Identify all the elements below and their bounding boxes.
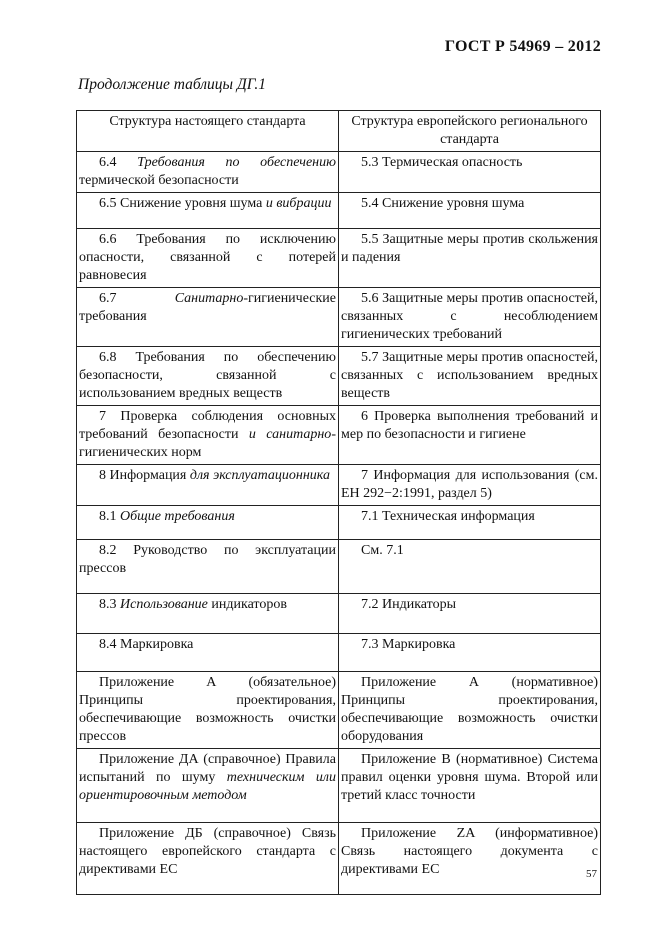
cell-current-standard (77, 288, 339, 347)
cell-current-standard (77, 672, 339, 749)
cell-current-standard (77, 634, 339, 672)
cell-current-standard (77, 540, 339, 594)
cell-text: техническим или ориентировочным методом (79, 770, 337, 803)
cell-current-standard (77, 749, 339, 823)
cell-text: 8.3 (99, 597, 120, 612)
cell-current-standard (77, 506, 339, 540)
correspondence-table (76, 110, 601, 895)
cell-text: См. 7.1 (361, 543, 404, 558)
cell-text: 5.4 Снижение уровня шума (361, 196, 525, 211)
cell-current-standard (77, 465, 339, 506)
table-row (77, 406, 601, 465)
cell-text: индикаторов (207, 597, 287, 612)
cell-text: 7.3 Маркировка (361, 637, 456, 652)
cell-current-standard (77, 229, 339, 288)
cell-text: 7 Проверка соблюдения основных требований безопасности (79, 409, 336, 442)
cell-text: Санитарно (174, 291, 244, 306)
page-number: 57 (586, 868, 597, 880)
cell-text: 6.5 Снижение уровня шума (99, 196, 266, 211)
cell-text: 6.7 (99, 291, 175, 306)
cell-text: и санитарно (248, 427, 332, 442)
cell-text: 5.3 Термическая опасность (361, 155, 523, 170)
table-row (77, 347, 601, 406)
table-row (77, 152, 601, 193)
cell-text: 5.7 Защитные меры против опасностей, связанных с использованием вредных веществ (341, 350, 598, 401)
header-cell-right: Структура европейского регионального стандарта (339, 111, 601, 152)
cell-european-standard (339, 193, 601, 229)
cell-text: для эксплуатационника (189, 468, 330, 483)
cell-text: Приложение ДА (справочное) Правила испытаний по шуму (79, 752, 336, 785)
table-row (77, 506, 601, 540)
cell-european-standard (339, 634, 601, 672)
cell-text: 7 Информация для использования (см. ЕН 292−2:1991, раздел 5) (341, 468, 598, 501)
table-row (77, 540, 601, 594)
cell-current-standard (77, 152, 339, 193)
table-row (77, 288, 601, 347)
cell-text: 6.8 Требования по обеспечению безопасности, связанной с использованием вредных веществ (79, 350, 336, 401)
cell-text: Приложение А (обязательное) Принципы проектирования, обеспечивающие возможность очистки прессов (79, 675, 336, 744)
cell-european-standard (339, 465, 601, 506)
cell-text: 6.4 (99, 155, 138, 170)
table-row (77, 823, 601, 895)
table-row (77, 634, 601, 672)
cell-text: Приложение ДБ (справочное) Связь настоящего европейского стандарта с директивами ЕС (79, 826, 336, 877)
cell-text: 5.5 Защитные меры против скольжения и падения (341, 232, 598, 265)
cell-european-standard (339, 594, 601, 634)
cell-european-standard (339, 288, 601, 347)
cell-european-standard (339, 506, 601, 540)
table-caption: Продолжение таблицы ДГ.1 (78, 76, 267, 93)
table-row (77, 229, 601, 288)
cell-european-standard (339, 823, 601, 895)
cell-text: Приложение В (нормативное) Система правил оценки уровня шума. Второй или третий класс точности (341, 752, 598, 803)
cell-text: 6 Проверка выполнения требований и мер по безопасности и гигиене (341, 409, 598, 442)
cell-european-standard (339, 152, 601, 193)
cell-current-standard (77, 594, 339, 634)
cell-text: Приложение ZA (информативное) Связь настоящего документа с директивами ЕС (341, 826, 598, 877)
cell-text: Использование (120, 597, 208, 612)
cell-text: 6.6 Требования по исключению опасности, связанной с потерей равновесия (79, 232, 336, 283)
cell-text: -гигиенических норм (79, 427, 336, 460)
cell-european-standard (339, 229, 601, 288)
cell-text: и вибрации (265, 196, 332, 211)
cell-current-standard (77, 347, 339, 406)
table-row (77, 193, 601, 229)
cell-text: 8.1 (99, 509, 120, 524)
cell-text: 7.2 Индикаторы (361, 597, 456, 612)
cell-text: 5.6 Защитные меры против опасностей, связанных с несоблюдением гигиенических требований (341, 291, 598, 342)
table-row (77, 672, 601, 749)
cell-text: Общие требования (120, 509, 235, 524)
header-cell-left: Структура настоящего стандарта (77, 111, 339, 152)
table-row (77, 749, 601, 823)
cell-european-standard (339, 347, 601, 406)
cell-current-standard (77, 406, 339, 465)
cell-text: 8 Информация (99, 468, 190, 483)
table-row (77, 594, 601, 634)
document-header: ГОСТ Р 54969 – 2012 (444, 38, 601, 55)
cell-european-standard (339, 406, 601, 465)
cell-european-standard (339, 749, 601, 823)
cell-text: 7.1 Техническая информация (361, 509, 535, 524)
cell-current-standard (77, 193, 339, 229)
table-row (77, 465, 601, 506)
cell-text: Требования по обеспечению (137, 155, 336, 170)
cell-european-standard (339, 540, 601, 594)
cell-current-standard (77, 823, 339, 895)
cell-text: 8.2 Руководство по эксплуатации прессов (79, 543, 336, 576)
cell-text: Приложение А (нормативное) Принципы проектирования, обеспечивающие возможность очистки оборудования (341, 675, 598, 744)
table-header-row (77, 111, 601, 152)
cell-text: 8.4 Маркировка (99, 637, 194, 652)
cell-text: термической безопасности (79, 173, 239, 188)
cell-european-standard (339, 672, 601, 749)
cell-text: -гигиенические требования (79, 291, 336, 324)
